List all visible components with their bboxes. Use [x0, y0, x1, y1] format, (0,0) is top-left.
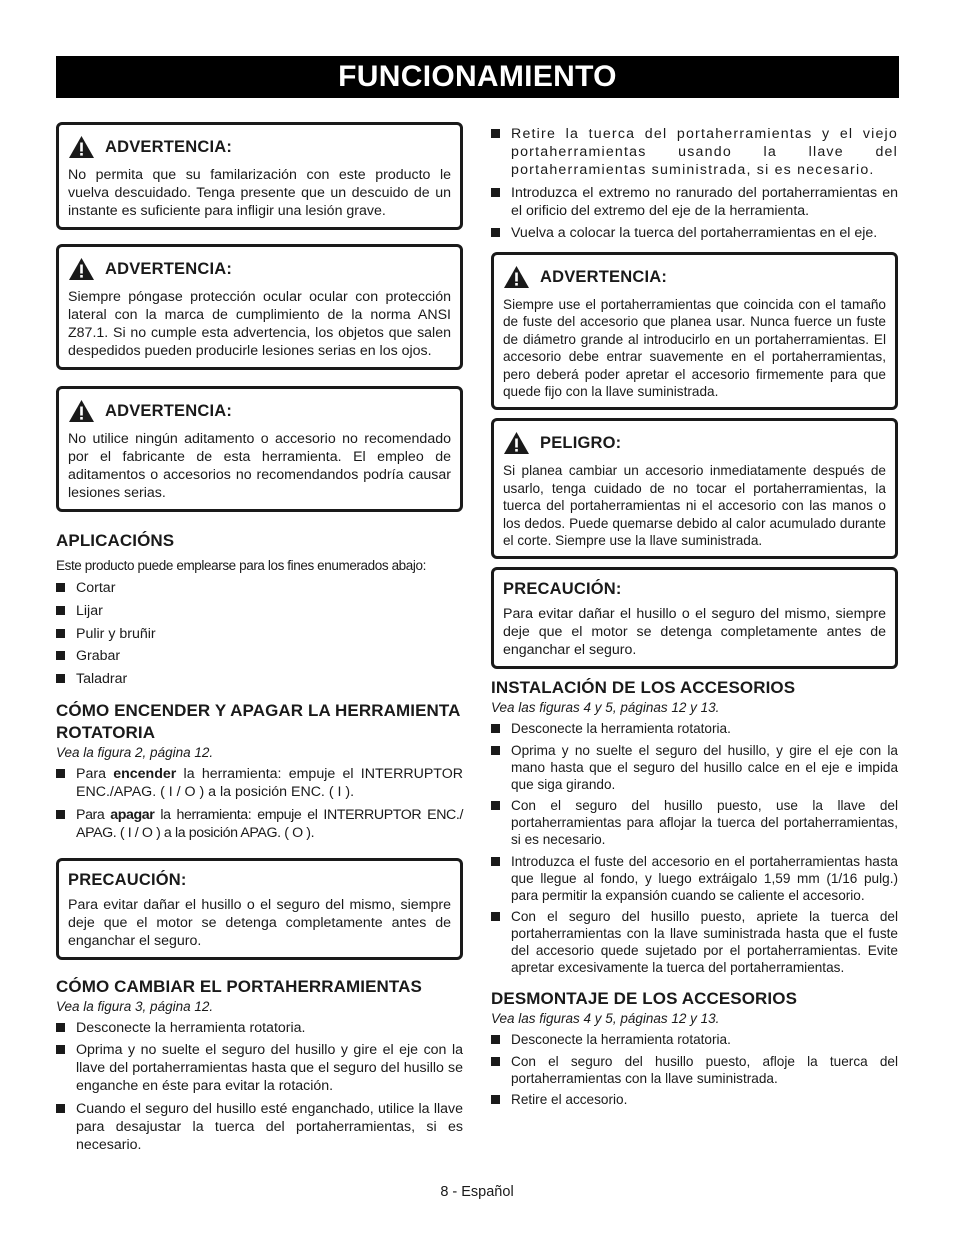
- warning-text: Siempre póngase protección ocular ocular con protección lateral con la marca de cumplimiento de la norma ANSI Z87.1. Si no cumple esta advertencia, los objetos que salen despedidos pueden producirle lesiones serias en los ojos.: [68, 289, 451, 359]
- warning-triangle-icon: [68, 399, 95, 423]
- caution-title: PRECAUCIÓN:: [503, 580, 622, 599]
- bullet-square-icon: [56, 674, 65, 683]
- section-title: APLICACIÓNS: [56, 531, 175, 550]
- caution-text: Para evitar dañar el husillo o el seguro del mismo, siempre deje que el motor se detenga completamente antes de enganchar el seguro.: [68, 896, 451, 949]
- section-applications: [56, 530, 463, 688]
- bullet-square-icon: [56, 651, 65, 660]
- list-item: Grabar: [56, 647, 463, 665]
- warning-title: ADVERTENCIA:: [105, 259, 233, 278]
- caution-box: [491, 567, 898, 669]
- caution-title: PRECAUCIÓN:: [68, 870, 187, 889]
- bullet-square-icon: [491, 1035, 500, 1044]
- warning-title: ADVERTENCIA:: [105, 401, 233, 420]
- section-install-accessories: [491, 677, 898, 976]
- warning-box-eye-protection: [56, 244, 463, 370]
- warning-box-attachments: [56, 386, 463, 512]
- bullet-square-icon: [56, 583, 65, 592]
- list-item: Lijar: [56, 602, 463, 620]
- list-item: Desconecte la herramienta rotatoria.: [56, 1019, 463, 1037]
- list-item: Desconecte la herramienta rotatoria.: [491, 720, 898, 737]
- bullet-square-icon: [491, 746, 500, 755]
- list-item: Pulir y bruñir: [56, 625, 463, 643]
- bullet-square-icon: [56, 1045, 65, 1054]
- section-remove-accessories: [491, 988, 898, 1108]
- section-intro: Este producto puede emplearse para los fines enumerados abajo:: [56, 558, 426, 573]
- bullet-square-icon: [56, 769, 65, 778]
- page-footer: 8 - Español: [440, 1184, 514, 1200]
- install-list: [491, 720, 898, 976]
- warning-triangle-icon: [503, 431, 530, 455]
- list-item: Cuando el seguro del husillo esté enganchado, utilice la llave para desajustar la tuerca del portaherramientas, si es necesario.: [56, 1100, 463, 1154]
- warning-text: Siempre use el portaherramientas que coincida con el tamaño de fuste del accesorio que planea usar. Nunca fuerce un fuste de diámetro grande al introducirlo en un portaherramientas. El accesorio debe entrar suavemente en el portaherramientas, pero deberá poder apretar el accesorio firmemente para que quede fijo con la llave suministrada.: [503, 297, 886, 400]
- left-column: [56, 122, 463, 1158]
- list-item: Para apagar la herramienta: empuje el INTERRUPTOR ENC./ APAG. ( I / O ) a la posición APAG. ( O ).: [56, 806, 463, 842]
- list-item: Con el seguro del husillo puesto, afloje la tuerca del portaherramientas con la llave suministrada.: [491, 1053, 898, 1087]
- collet-continued-list: [491, 125, 898, 242]
- list-item: Con el seguro del husillo puesto, use la llave del portaherramientas para aflojar la tuerca del portaherramientas, si es necesario.: [491, 797, 898, 848]
- warning-box-collet-size: [491, 252, 898, 410]
- list-item: Cortar: [56, 579, 463, 597]
- list-item: Retire la tuerca del portaherramientas y el viejo portaherramientas usando la llave del portaherramientas suministrada, si es necesario.: [491, 125, 898, 179]
- warning-box-familiarization: [56, 122, 463, 230]
- bullet-square-icon: [56, 1023, 65, 1032]
- warning-title: ADVERTENCIA:: [105, 137, 233, 156]
- list-item: Retire el accesorio.: [491, 1091, 898, 1108]
- bullet-square-icon: [491, 912, 500, 921]
- bullet-square-icon: [491, 1095, 500, 1104]
- section-power: [56, 700, 463, 842]
- section-title: CÓMO ENCENDER Y APAGAR LA HERRAMIENTA ROTATORIA: [56, 701, 460, 743]
- bullet-square-icon: [56, 810, 65, 819]
- danger-title: PELIGRO:: [540, 433, 622, 452]
- danger-box: [491, 418, 898, 559]
- bullet-square-icon: [491, 228, 500, 237]
- section-change-collet: [56, 976, 463, 1154]
- bullet-square-icon: [56, 1104, 65, 1113]
- caution-text: Para evitar dañar el husillo o el seguro del mismo, siempre deje que el motor se detenga completamente antes de enganchar el seguro.: [503, 606, 886, 659]
- power-list: [56, 765, 463, 842]
- section-title: DESMONTAJE DE LOS ACCESORIOS: [491, 989, 798, 1009]
- section-subtitle: Vea las figuras 4 y 5, páginas 12 y 13.: [491, 700, 720, 716]
- right-column: [491, 125, 898, 1113]
- bullet-square-icon: [491, 188, 500, 197]
- caution-box: [56, 858, 463, 960]
- list-item: Oprima y no suelte el seguro del husillo y gire el eje con la llave del portaherramientas hasta que el seguro del husillo se enganche en éste para evitar la rotación.: [56, 1041, 463, 1095]
- list-item: Con el seguro del husillo puesto, apriete la tuerca del portaherramientas con la llave suministrada hasta que el fuste del accesorio quede sujetado por el portaherramientas. Evite apretar excesivamente la tuerca del portaherramientas.: [491, 908, 898, 976]
- section-subtitle: Vea la figura 2, página 12.: [56, 745, 214, 761]
- warning-triangle-icon: [68, 135, 95, 159]
- bullet-square-icon: [56, 606, 65, 615]
- page-title: FUNCIONAMIENTO: [56, 56, 899, 98]
- section-subtitle: Vea las figuras 4 y 5, páginas 12 y 13.: [491, 1011, 720, 1027]
- applications-list: [56, 579, 463, 688]
- warning-triangle-icon: [503, 265, 530, 289]
- change-collet-list: [56, 1019, 463, 1154]
- section-subtitle: Vea la figura 3, página 12.: [56, 998, 214, 1014]
- warning-triangle-icon: [68, 257, 95, 281]
- warning-text: No permita que su familarización con este producto le vuelva descuidado. Tenga presente que un descuido de un instante es suficiente para infligir una lesión grave.: [68, 167, 451, 219]
- danger-text: Si planea cambiar un accesorio inmediatamente después de usarlo, tenga cuidado de no tocar el portaherramientas, la tuerca del portaherramientas ni el accesorio con las manos o los dedos. Puede quemarse debido al calor acumulado durante el corte. Siempre use la llave suministrada.: [503, 463, 886, 549]
- section-title: INSTALACIÓN DE LOS ACCESORIOS: [491, 678, 796, 698]
- bullet-square-icon: [491, 857, 500, 866]
- list-item: Vuelva a colocar la tuerca del portaherramientas en el eje.: [491, 224, 898, 242]
- list-item: Oprima y no suelte el seguro del husillo, y gire el eje con la mano hasta que el seguro del husillo calce en el eje e impida que siga girando.: [491, 742, 898, 793]
- section-title: CÓMO CAMBIAR EL PORTAHERRAMIENTAS: [56, 976, 422, 996]
- list-item: Desconecte la herramienta rotatoria.: [491, 1031, 898, 1048]
- bullet-square-icon: [491, 1057, 500, 1066]
- warning-title: ADVERTENCIA:: [540, 267, 668, 286]
- remove-list: [491, 1031, 898, 1108]
- bullet-square-icon: [491, 724, 500, 733]
- bullet-square-icon: [491, 801, 500, 810]
- bullet-square-icon: [491, 129, 500, 138]
- list-item: Introduzca el extremo no ranurado del portaherramientas en el orificio del extremo del eje de la herramienta.: [491, 184, 898, 220]
- warning-text: No utilice ningún aditamento o accesorio no recomendado por el fabricante de esta herramienta. El empleo de aditamentos o accesorios no recomendandos podría causar lesiones serias.: [68, 431, 451, 501]
- bullet-square-icon: [56, 629, 65, 638]
- list-item: Taladrar: [56, 670, 463, 688]
- list-item: Introduzca el fuste del accesorio en el portaherramientas hasta que llegue al fondo, y luego extráigalo 1,59 mm (1/16 pulg.) para permitir la expansión cuando se caliente el accesorio.: [491, 853, 898, 904]
- list-item: Para encender la herramienta: empuje el INTERRUPTOR ENC./APAG. ( I / O ) a la posición ENC. ( I ).: [56, 765, 463, 801]
